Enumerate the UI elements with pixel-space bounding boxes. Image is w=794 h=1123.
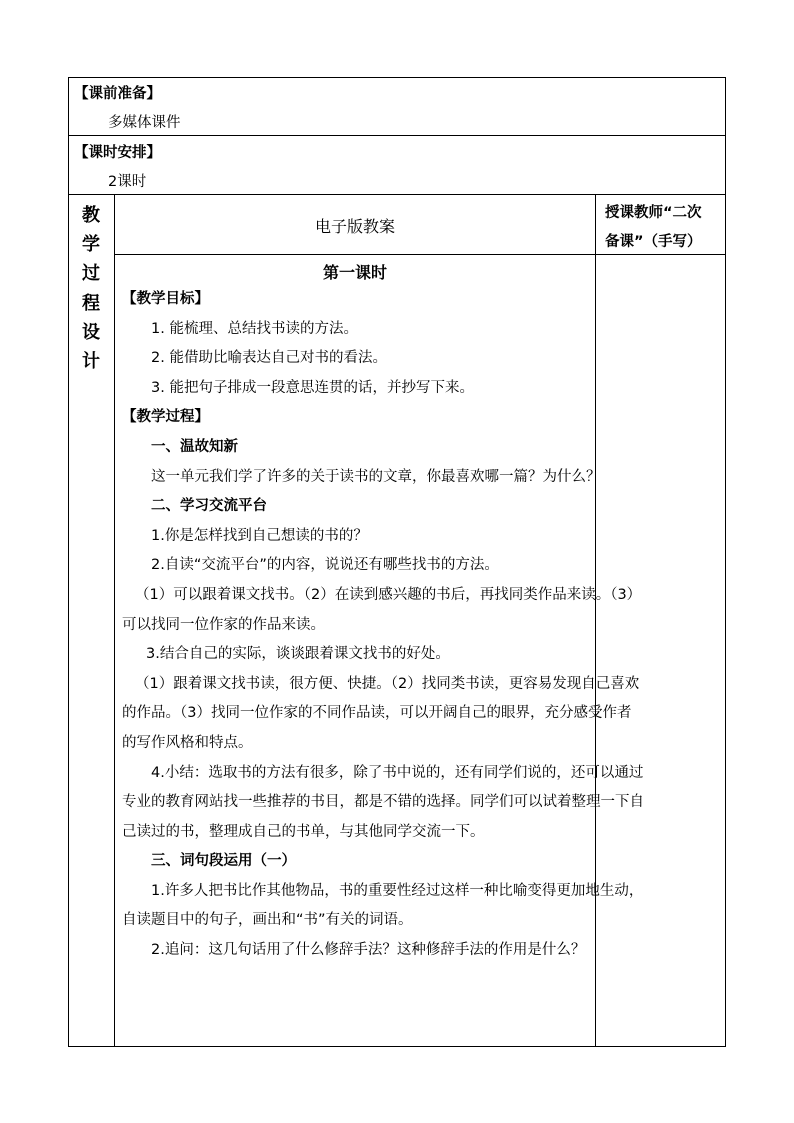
paragraph: （1）可以跟着课文找书。（2）在读到感兴趣的书后，再找同类作品来读。（3）可以找同一位作家的作品来读。 — [122, 586, 642, 633]
side-label-char: 计 — [82, 351, 100, 373]
row-divider — [68, 194, 726, 195]
side-label-char: 学 — [82, 234, 100, 256]
goal-item: 2. 能借助比喻表达自己对书的看法。 — [151, 350, 387, 367]
section-title: 三、词句段运用（一） — [151, 853, 296, 870]
prep-heading: 【课前准备】 — [74, 86, 161, 102]
goals-heading: 【教学目标】 — [122, 291, 209, 307]
paragraph: 这一单元我们学了许多的关于读书的文章，你最喜欢哪一篇？为什么？ — [151, 468, 601, 485]
header-title: 电子版教案 — [314, 217, 395, 236]
side-label-char: 程 — [82, 292, 100, 314]
goal-item: 1. 能梳理、总结找书读的方法。 — [151, 320, 358, 337]
lesson-title: 第一课时 — [322, 263, 387, 282]
paragraph: 4.小结：选取书的方法有很多，除了书中说的，还有同学们说的，还可以通过专业的教育网站找一些推荐的书目，都是不错的选择。同学们可以试着整理一下自己读过的书，整理成自己的书单，与其他同学交流一下。 — [122, 764, 644, 840]
side-label-char: 过 — [82, 263, 100, 285]
section-title: 二、学习交流平台 — [151, 498, 267, 515]
lesson-body — [122, 285, 644, 966]
prep-content: 多媒体课件 — [108, 115, 181, 131]
paragraph: 3.结合自己的实际，谈谈跟着课文找书的好处。 — [146, 646, 450, 663]
paragraph: 2.自读“交流平台”的内容，说说还有哪些找书的方法。 — [151, 557, 499, 574]
column-divider — [114, 194, 115, 1047]
schedule-content: 2课时 — [108, 174, 147, 190]
goal-item: 3. 能把句子排成一段意思连贯的话，并抄写下来。 — [151, 379, 474, 396]
paragraph: 2.追问：这几句话用了什么修辞手法？这种修辞手法的作用是什么？ — [151, 942, 586, 959]
schedule-heading: 【课时安排】 — [74, 145, 161, 161]
row-divider — [68, 135, 726, 136]
side-label — [68, 197, 114, 376]
section-title: 一、温故知新 — [151, 438, 238, 455]
side-label-char: 设 — [82, 321, 100, 343]
paragraph: 1.你是怎样找到自己想读的书的？ — [151, 527, 368, 544]
lesson-plan-table — [68, 77, 726, 1047]
header-divider — [114, 254, 726, 255]
handwritten-notes-header-line1: 授课教师“二次 — [605, 205, 702, 221]
paragraph: （1）跟着课文找书读，很方便、快捷。（2）找同类书读，更容易发现自己喜欢的作品。（3）找同一位作家的不同作品读，可以开阔自己的眼界，充分感受作者的写作风格和特点。 — [122, 675, 640, 751]
process-heading: 【教学过程】 — [122, 409, 209, 426]
side-label-char: 教 — [82, 205, 100, 226]
handwritten-notes-header-line2: 备课”（手写） — [605, 234, 702, 250]
paragraph: 1.许多人把书比作其他物品，书的重要性经过这样一种比喻变得更加地生动，自读题目中的句子，画出和“书”有关的词语。 — [122, 882, 644, 929]
